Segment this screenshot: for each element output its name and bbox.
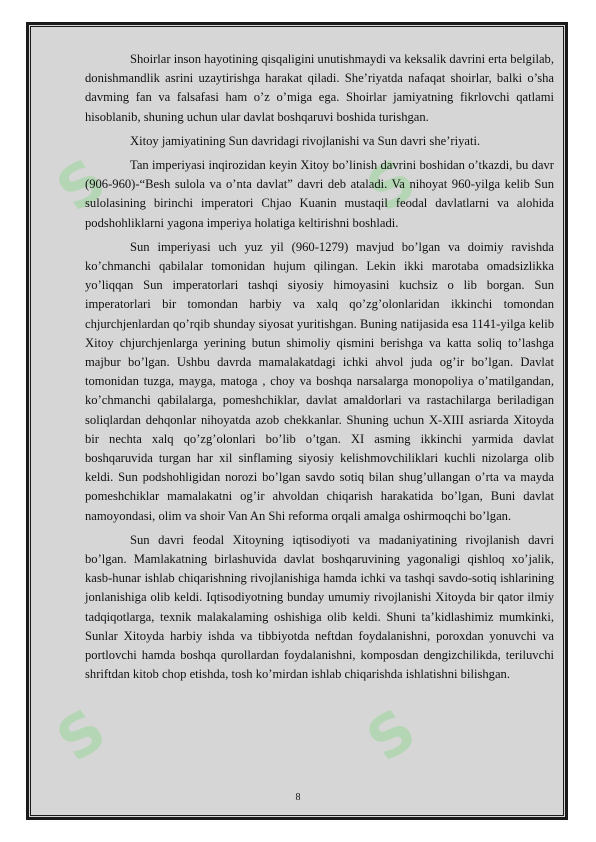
watermark-logo: S <box>44 693 122 775</box>
paragraph: Sun imperiyasi uch yuz yil (960-1279) mavjud bo’lgan va doimiy ravishda ko’chmanchi qabilalar tomonidan hujum qilingan. Lekin ikki marotaba omadsizlikka yo’liqqan Sun imperatorlari tashqi siyosiy himoyasini kuchsiz o lib borgan. Sun imperatorlari bir tomondan harbiy va xalq qo’zg’olonlaridan ikkinchi tomondan chjurchjenlardan qo’rqib shunday siyosat yuritishgan. Buning natijasida esa 1141-yilga kelib Xitoy chjurchjenlarga yerining butun shimoliy qismini berishga va katta soliq to’lashga majbur bo’lgan. Ushbu davrda mamalakatdagi ichki ahvol juda og’ir bo’lgan. Davlat tomonidan tuzga, mayga, matoga , choy va boshqa narsalarga monopoliya o’matilgandan, ko’chmanchi qabilalarga, pomeshchiklar, davlat amaldorlari va rastachilarga beriladigan soliqlardan dehqonlar nihoyatda azob chekkanlar. Shuning uchun X-XIII asriarda Xitoyda bir nechta xalq qo’zg’olonlari bo’lib o’tgan. XI asming ikkinchi yarmida davlat boshqaruvida turgan har xil sinflaming siyosiy kelishmovchiliklari kuchli nizolarga olib keldi. Sun podshohligidan norozi bo’lgan savdo sotiq bilan shug’ullangan o’rta va mayda pomeshchiklar mamalakatni og’ir ahvoldan chiqarish harakatida bo’lgan, Buni davlat namoyondasi, olim va shoir Van An Shi reforma orqali amalga oshirmoqchi bo’lgan. <box>85 239 554 523</box>
watermark-logo: S <box>354 143 432 225</box>
paragraph: Tan imperiyasi inqirozidan keyin Xitoy bo’linish davrini boshidan o’tkazdi, bu davr (906-960)-“Besh sulola va o’nta davlat” davri deb ataladi. Va nihoyat 960-yilga kelib Sun sulolasining birinchi imperatori Chjao Kuanin mustaqil feodal davlatlarni va alohida podshohliklarni yagona imperiya holatiga keltirishni boshladi. <box>85 158 554 230</box>
section-heading: Xitoy jamiyatining Sun davridagi rivojlanishi va Sun davri she’riyati. <box>130 133 481 148</box>
watermark-logo: S <box>44 143 122 225</box>
document-body <box>85 50 554 690</box>
watermark-logo: S <box>354 693 432 775</box>
paragraph: Sun davri feodal Xitoyning iqtisodiyoti va madaniyatining rivojlanish davri bo’lgan. Mamlakatning birlashuvida davlat boshqaruvining yagonaligi qishloq xo’jalik, kasb-hunar ishlab chiqarishning rivojlanishiga hamda ichki va tashqi savdo-sotiq ishlarining jonlanishiga olib keldi. Iqtisodiyotning bunday umumiy rivojlanishi Xitoyda bir qator ilmiy tadqiqotlarga, texnik malakalaming oshishiga olib keldi. Shuni ta’kidlashimiz mumkinki, Sunlar Xitoyda harbiy ishda va tibbiyotda neftdan foydalanishni, poroxdan yonuvchi va portlovchi hamda boshqa qurollardan foydalanishni, komposdan dengizchilikda, teriluvchi shriftdan kitob chop etishda, tosh ko’mirdan ishlab chiqarishda ishlatishni bilishgan. <box>85 532 554 682</box>
page-number: 8 <box>295 792 301 803</box>
paragraph: Shoirlar inson hayotining qisqaligini unutishmaydi va keksalik davrini erta belgilab, donishmandlik asrini uzaytirishga harakat qiladi. She’riyatda nafaqat shoirlar, balki o’sha davming fan va falsafasi ham o’z o’miga ega. Shoirlar jamiyatning fikrlovchi qatlami hisoblanib, shuning uchun ular davlat boshqaruvi boshida turishgan. <box>85 52 554 124</box>
